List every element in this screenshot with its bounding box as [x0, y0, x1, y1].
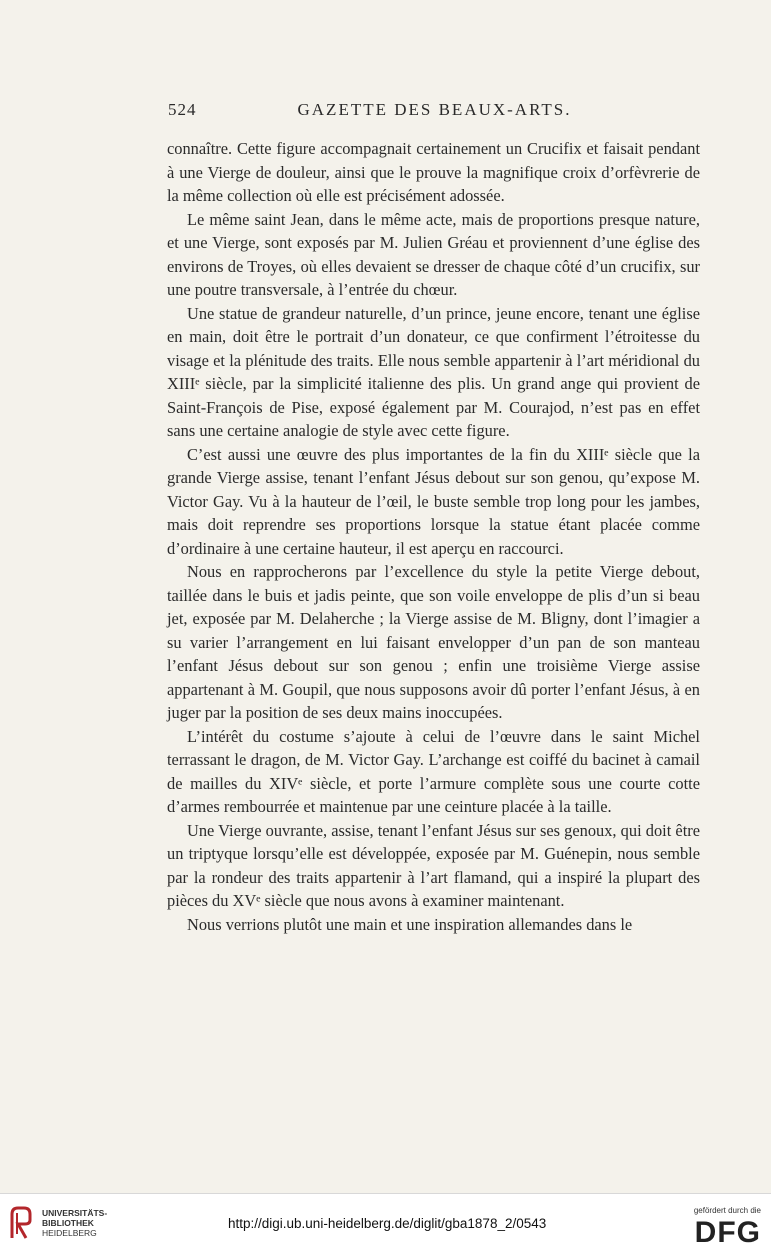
viewer-footer: [0, 1193, 771, 1254]
paragraph: Nous verrions plutôt une main et une inspiration allemandes dans le: [187, 914, 633, 934]
paragraph: Une statue de grandeur naturelle, d’un prince, jeune encore, tenant une église en main, doit être le portrait d’un donateur, ce que confirment l’étroitesse du visage et la plénitude des traits. Elle nous semble appartenir à l’art méridional du XIIIᵉ siècle, par la simplicité italienne des plis. Un grand ange qui provient de Saint-François de Pise, exposé également par M. Courajod, n’est pas en effet sans une certaine analogie de style avec cette figure.: [167, 303, 700, 440]
paragraph: connaître. Cette figure accompagnait certainement un Crucifix et faisait pendant à une Vierge de douleur, ainsi que le prouve la magnifique croix d’orfèvrerie de la même collection où elle est précisément adossée.: [167, 139, 700, 205]
paragraph: Nous en rapprocherons par l’excellence du style la petite Vierge debout, taillée dans le buis et jadis peinte, que son voile enveloppe de plis d’un si beau jet, exposée par M. Delaherche ; la Vierge assise de M. Bligny, dont l’imagier a su varier l’arrangement en lui faisant envelopper d’un pan de son manteau l’enfant Jésus debout sur son genou ; enfin une troisième Vierge assise appartenant à M. Goupil, que nous supposons avoir dû porter l’enfant Jésus, à en juger par la position de ses deux mains inoccupées.: [167, 562, 700, 722]
paragraph: L’intérêt du costume s’ajoute à celui de l’œuvre dans le saint Michel terrassant le dragon, de M. Victor Gay. L’archange est coiffé du bacinet à camail de mailles du XIVᵉ siècle, et porte l’armure complète sous une courte cotte d’armes rembourrée et maintenue par une ceinture placée à la taille.: [167, 726, 700, 816]
funding-caption: gefördert durch die: [693, 1206, 761, 1215]
permalink-url[interactable]: http://digi.ub.uni-heidelberg.de/diglit/gba1878_2/0543: [228, 1216, 547, 1231]
paragraph: C’est aussi une œuvre des plus importantes de la fin du XIIIᵉ siècle que la grande Vierge assise, tenant l’enfant Jésus debout sur son genou, qu’expose M. Victor Gay. Vu à la hauteur de l’œil, le buste semble trop long pour les jambes, mais doit reprendre ses proportions lorsque la statue étant placée comme d’ordinaire à une certaine hauteur, il est aperçu en raccourci.: [167, 444, 700, 558]
paragraph: Le même saint Jean, dans le même acte, mais de proportions presque nature, et une Vierge, sont exposés par M. Julien Gréau et proviennent d’une église des environs de Troyes, où elles devaient se dresser de chaque côté d’un crucifix, sur une poutre transversale, à l’entrée du chœur.: [167, 209, 700, 299]
university-library-logo-icon: [8, 1204, 34, 1242]
journal-title: GAZETTE DES BEAUX-ARTS.: [297, 100, 572, 119]
paragraph: Une Vierge ouvrante, assise, tenant l’enfant Jésus sur ses genoux, qui doit être un triptyque lorsqu’elle est développée, exposée par M. Guénepin, nous semble par la rondeur des traits appartenir à l’art flamand, qui a inspiré la plupart des pièces du XVᵉ siècle que nous avons à examiner maintenant.: [167, 820, 700, 910]
library-name: [42, 1208, 107, 1238]
running-head: [168, 100, 701, 124]
library-name-line: HEIDELBERG: [42, 1228, 97, 1238]
dfg-logo: DFG: [694, 1216, 761, 1249]
library-name-line: UNIVERSITÄTS-: [42, 1208, 108, 1218]
library-name-line: BIBLIOTHEK: [42, 1218, 94, 1228]
page-number: 524: [168, 100, 197, 119]
body-text: [167, 137, 700, 936]
